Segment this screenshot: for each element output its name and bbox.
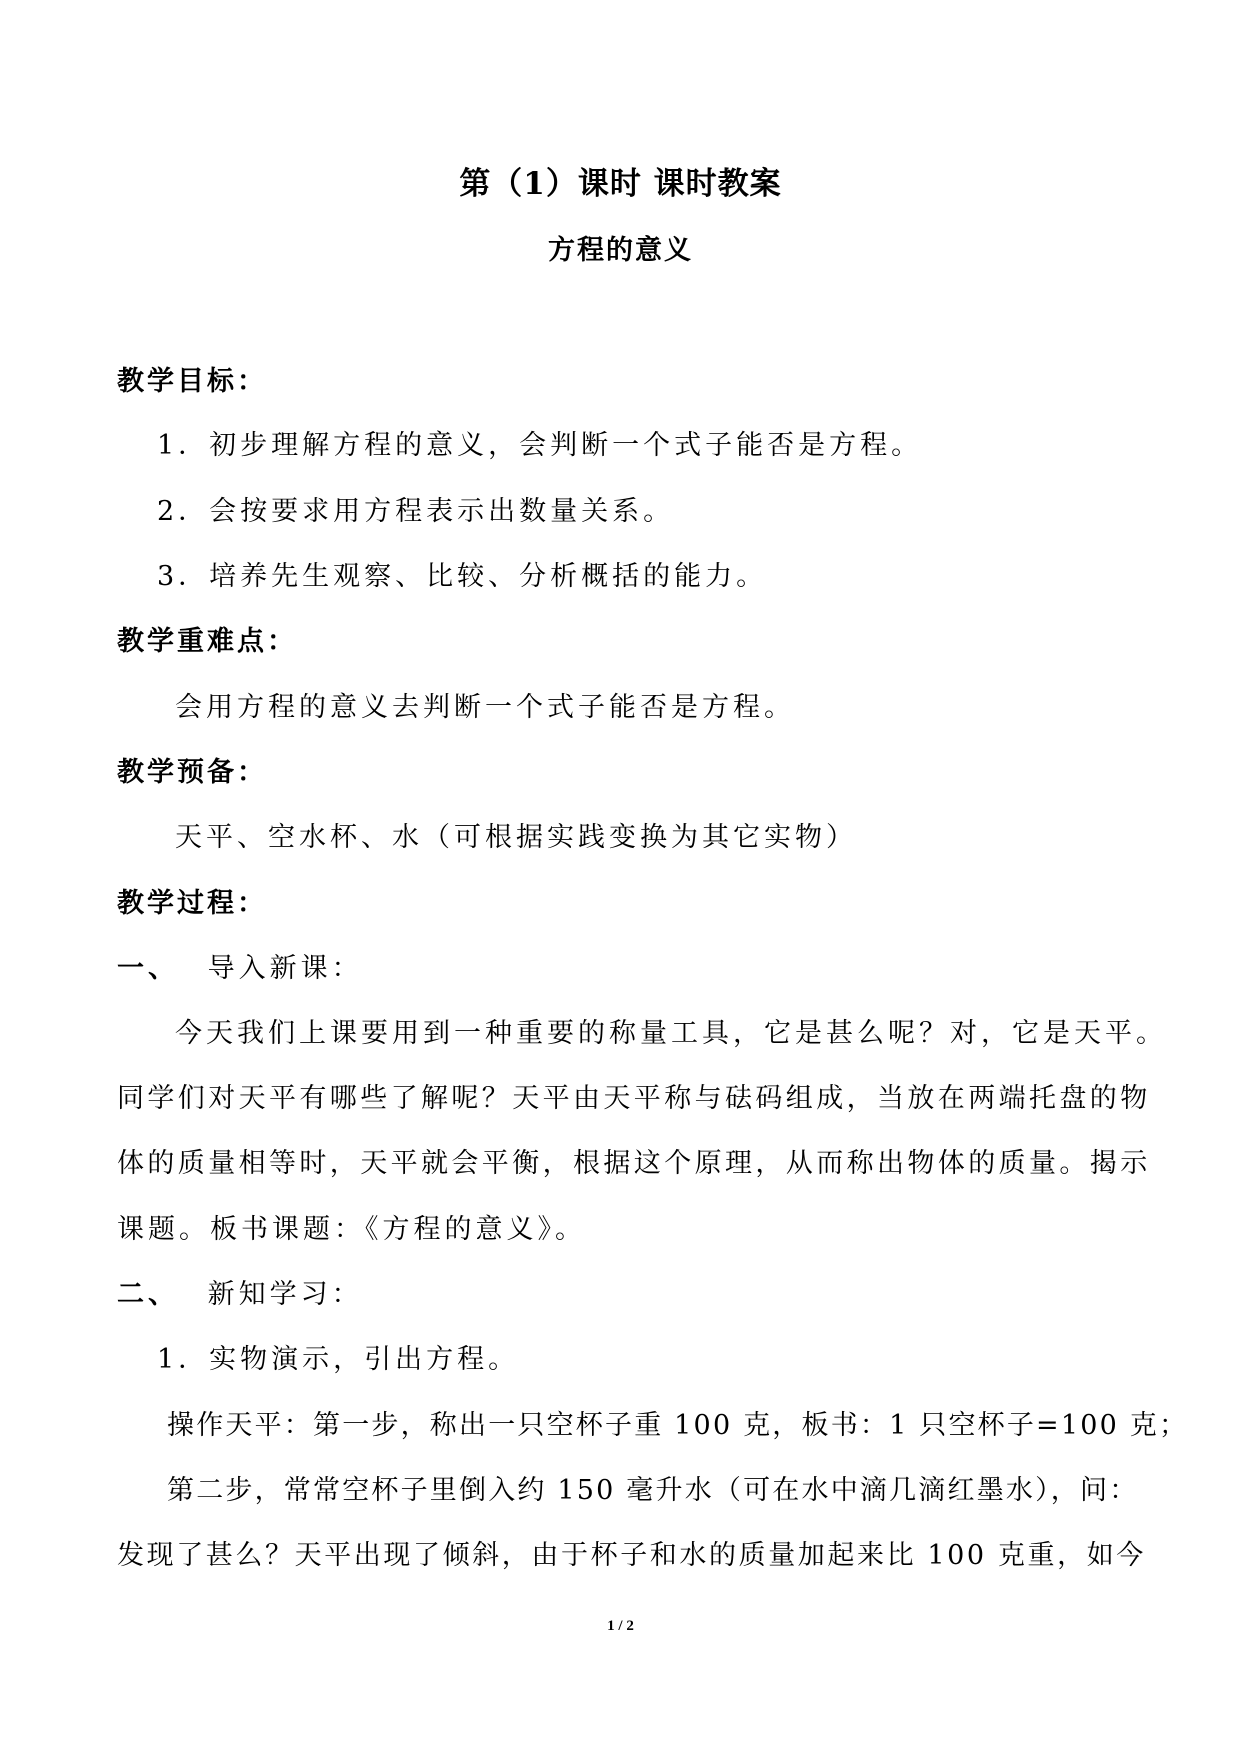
process-heading: 教学过程： [117,888,267,919]
section-1-line-3: 体的质量相等时，天平就会平衡，根据这个原理，从而称出物体的质量。揭示 [117,1148,1151,1179]
section-2-item-1: 1．实物演示，引出方程。 [157,1344,520,1375]
preparation-heading: 教学预备： [117,757,267,788]
section-2-title: 新知学习： [207,1279,363,1310]
page-subtitle: 方程的意义 [548,235,693,266]
section-1-heading [117,949,363,989]
page-number: 1 / 2 [607,1618,634,1634]
section-2-line-2: 第二步，常常空杯子里倒入约 150 毫升水（可在水中滴几滴红墨水），问： [167,1475,1139,1506]
section-2-line-1: 操作天平：第一步，称出一只空杯子重 100 克，板书：1 只空杯子=100 克； [167,1410,1189,1441]
section-1-mark: 一、 [117,953,179,984]
page-title: 第（1）课时 课时教案 [459,166,782,202]
objective-item-3: 3．培养先生观察、比较、分析概括的能力。 [157,561,768,592]
section-2-mark: 二、 [117,1279,179,1310]
difficulty-heading: 教学重难点： [117,626,297,657]
section-2-heading [117,1275,363,1315]
objective-item-2: 2．会按要求用方程表示出数量关系。 [157,496,675,527]
section-1-line-2: 同学们对天平有哪些了解呢？天平由天平称与砝码组成，当放在两端托盘的物 [117,1083,1151,1114]
section-1-title: 导入新课： [207,953,363,984]
preparation-text: 天平、空水杯、水（可根据实践变换为其它实物） [175,822,857,853]
difficulty-text: 会用方程的意义去判断一个式子能否是方程。 [175,692,795,723]
objective-item-1: 1．初步理解方程的意义，会判断一个式子能否是方程。 [157,430,923,461]
section-2-line-3: 发现了甚么？天平出现了倾斜，由于杯子和水的质量加起来比 100 克重，如今 [117,1540,1146,1571]
objectives-heading: 教学目标： [117,366,267,397]
section-1-line-1: 今天我们上课要用到一种重要的称量工具，它是甚么呢？对，它是天平。 [175,1018,1167,1049]
section-1-line-4: 课题。板书课题：《方程的意义》。 [117,1214,586,1245]
